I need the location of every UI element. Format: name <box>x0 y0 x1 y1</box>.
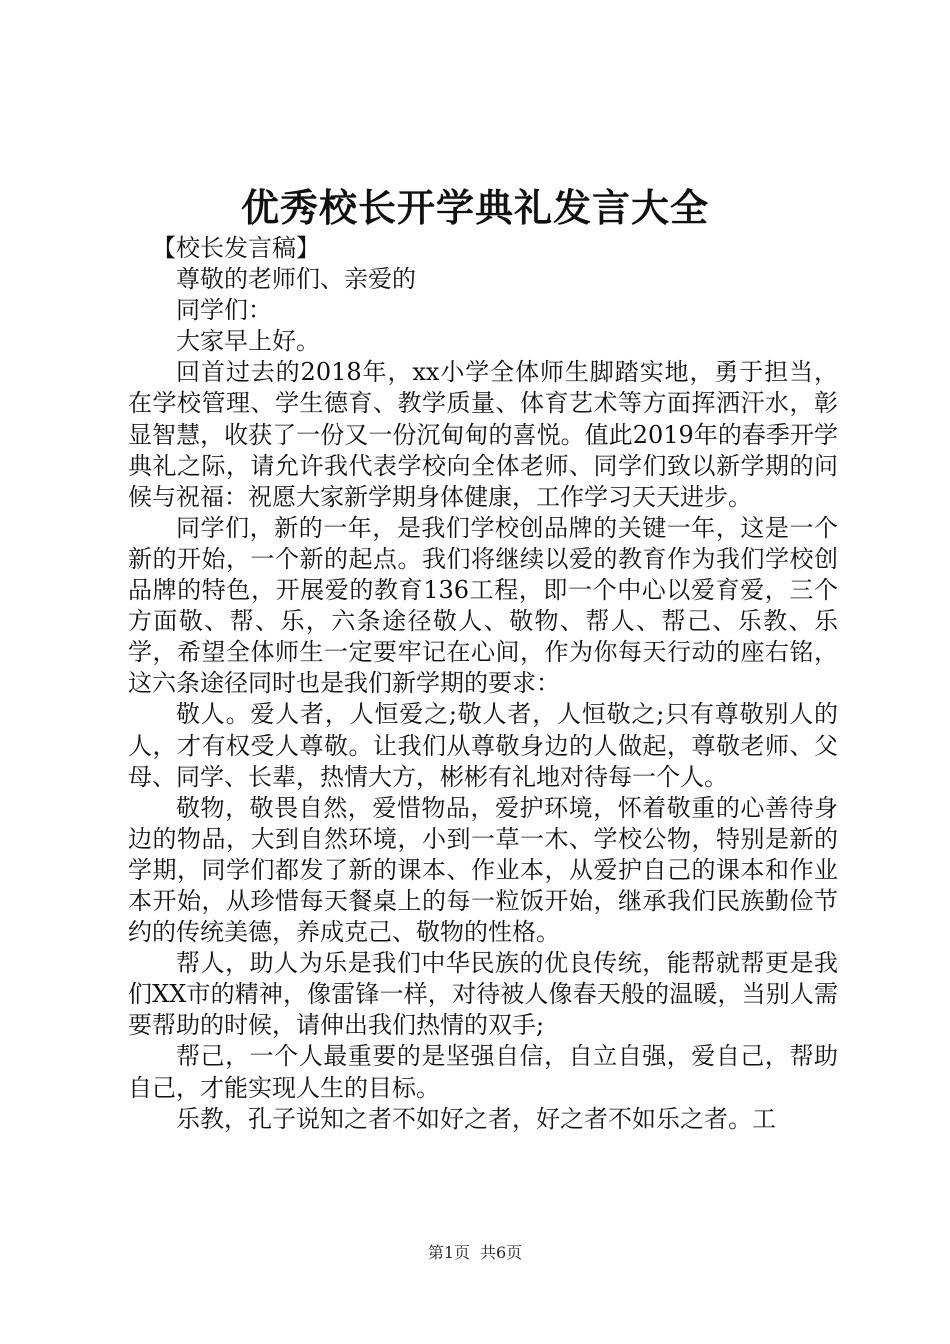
paragraph-greeting: 大家早上好。 <box>176 327 320 356</box>
paragraph-salutation: 尊敬的老师们、亲爱的 <box>176 265 416 294</box>
document-body <box>128 233 838 1135</box>
page-number: 第1页 <box>427 1243 470 1262</box>
paragraph: 同学们，新的一年，是我们学校创品牌的关键一年，这是一个新的开始，一个新的起点。我们将继续以爱的教育作为我们学校创品牌的特色，开展爱的教育136工程，即一个中心以爱育爱，三个方面敬、帮、乐，六条途径敬人、敬物、帮人、帮己、乐教、乐学，希望全体师生一定要牢记在心间，作为你每天行动的座右铭，这六条途径同时也是我们新学期的要求： <box>128 513 838 698</box>
paragraph: 回首过去的2018年，xx小学全体师生脚踏实地，勇于担当，在学校管理、学生德育、教学质量、体育艺术等方面挥洒汗水，彰显智慧，收获了一份又一份沉甸甸的喜悦。值此2019年的春季开学典礼之际，请允许我代表学校向全体老师、同学们致以新学期的问候与祝福：祝愿大家新学期身体健康，工作学习天天进步。 <box>128 358 838 511</box>
paragraph: 帮人，助人为乐是我们中华民族的优良传统，能帮就帮更是我们XX市的精神，像雷锋一样，对待被人像春天般的温暖，当别人需要帮助的时候，请伸出我们热情的双手; <box>128 949 838 1040</box>
paragraph: 乐教，孔子说知之者不如好之者，好之者不如乐之者。工 <box>176 1104 776 1133</box>
paragraph: 敬物，敬畏自然，爱惜物品，爱护环境，怀着敬重的心善待身边的物品，大到自然环境，小到一草一木、学校公物，特别是新的学期，同学们都发了新的课本、作业本，从爱护自己的课本和作业本开始，从珍惜每天餐桌上的每一粒饭开始，继承我们民族勤俭节约的传统美德，养成克己、敬物的性格。 <box>128 793 838 947</box>
page-total: 共6页 <box>480 1243 523 1262</box>
paragraph-salutation-cont: 同学们： <box>176 296 272 325</box>
paragraph-heading: 【校长发言稿】 <box>152 234 320 262</box>
page-footer <box>0 1242 950 1264</box>
paragraph: 帮己，一个人最重要的是坚强自信，自立自强，爱自己，帮助自己，才能实现人生的目标。 <box>128 1042 838 1102</box>
paragraph: 敬人。爱人者，人恒爱之;敬人者，人恒敬之;只有尊敬别人的人，才有权受人尊敬。让我们从尊敬身边的人做起，尊敬老师、父母、同学、长辈，热情大方，彬彬有礼地对待每一个人。 <box>128 700 838 791</box>
document-title: 优秀校长开学典礼发言大全 <box>240 185 709 230</box>
